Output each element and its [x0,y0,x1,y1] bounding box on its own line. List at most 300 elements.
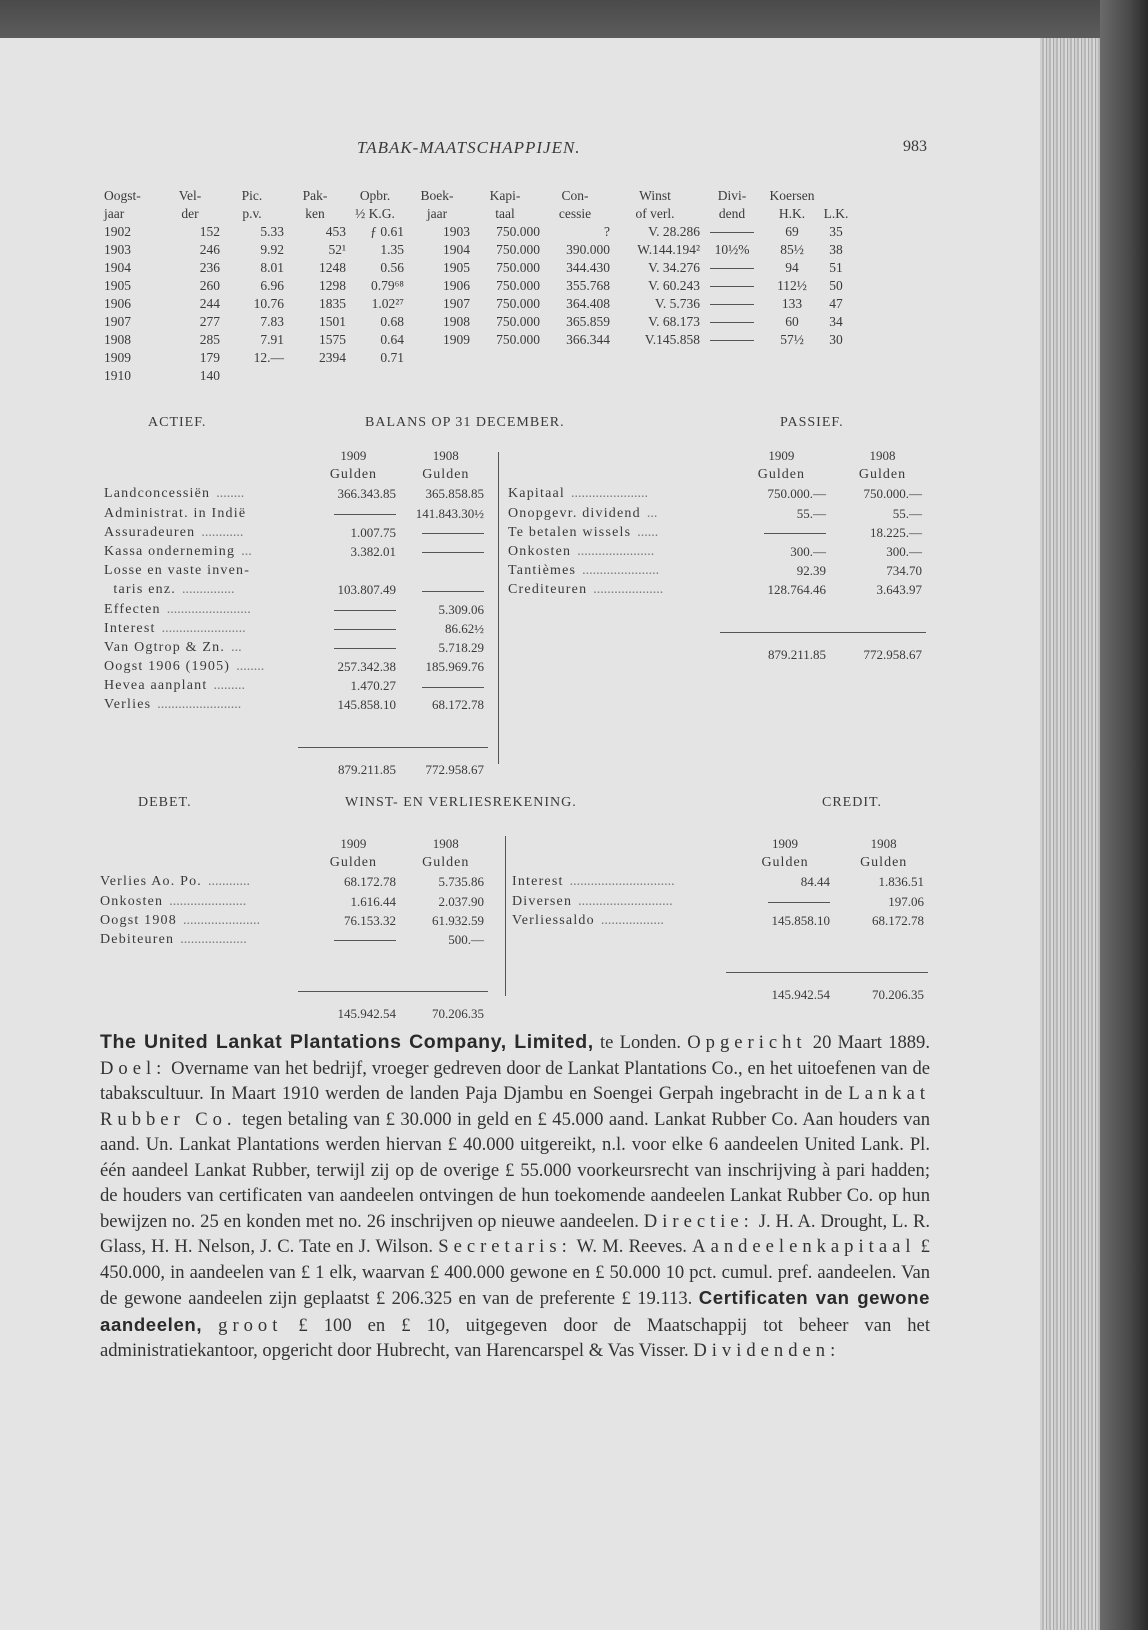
spacer [100,834,304,853]
table-cell: 1904 [443,242,470,257]
unit-1908: Gulden [422,467,470,483]
table-cell: 50 [829,278,843,293]
leader-dots: ... [646,505,658,521]
debet-heading: DEBET. [138,795,192,810]
account-label [508,504,730,523]
debet-table [100,834,489,1023]
running-head-title: TABAK-MAATSCHAPPIJEN. [357,138,581,157]
amount-v1908: 18.225.— [870,524,922,540]
account-label [512,892,736,911]
label-text: Assuradeuren [104,524,196,540]
label-text: Kassa onderneming [104,543,236,559]
total-row [512,985,930,1004]
table-cell: ? [604,224,610,239]
actief-heading: ACTIEF. [148,415,207,430]
table-cell: 1908 [443,314,470,329]
spacer [100,1004,308,1023]
dash-cell [700,223,764,241]
amount-v1908: 61.932.59 [432,912,484,928]
text: tegen betaling van £ 30.000 in geld en £ 45.000 aand. Lankat Rubber Co. Aan houders van aand. Un. Lankat Plantations werden hiervan £ 40.000 uitgereikt, n.l. voor elke 6 aandeelen United Lank. Pl. één aandeel Lankat Rubber, terwijl zij op de overige £ 55.000 voorkeursrecht van inschrijving à pari hadden; de houders van certificaten van aandeelen ontvingen de hun toekomende aandeelen Lankat Rubber Co. op hun bewijzen no. 25 en konden met no. 26 inschrijven op nieuwe aandeelen. [100,1108,931,1232]
account-label [100,892,308,911]
table-cell: 1248 [319,260,346,275]
column-header: of verl. [635,206,675,221]
table-cell [470,367,540,385]
amount-v1908: 185.969.76 [425,659,484,675]
unit-header-row [512,853,930,872]
table-cell: 1907 [104,314,131,329]
dash-cell [396,542,484,561]
column-header: Kapi- [489,188,521,203]
table-cell: 12.— [253,350,284,365]
amount-v1908: 141.843.30½ [415,505,484,521]
table-cell: 0.64 [380,332,404,347]
table-cell: 0.71 [380,350,404,365]
label-text: Oogst 1908 [100,912,177,928]
account-row [104,484,489,503]
account-row [104,695,489,714]
table-cell: 34 [829,314,843,329]
spacer [512,985,736,1004]
leader-dots: ............ [208,874,250,890]
leader-dots: ... [231,639,242,655]
table-cell [764,349,820,367]
table-cell [470,349,540,367]
year-1908: 1908 [432,448,459,463]
amount-v1909: 76.153.32 [344,912,396,928]
account-row [104,523,489,542]
pl-title: WINST- EN VERLIESREKENING. [345,795,577,810]
table-cell: 364.408 [566,296,610,311]
spacer [512,930,930,972]
account-row [104,561,489,580]
total-row [104,760,489,779]
unit-1909: Gulden [329,855,377,871]
passief-table [508,446,930,664]
dash-cell [308,619,396,638]
table-row [104,223,852,241]
dash-cell [700,331,764,349]
leader-dots: ...................... [582,563,660,579]
amount-v1908: 68.172.78 [432,697,484,713]
account-row [104,542,489,561]
table-row [104,259,852,277]
amount-v1908: 750.000.— [863,486,922,502]
table-cell: 1904 [104,260,131,275]
unit-header-row [100,853,489,872]
table-cell: W.144.194² [637,242,700,257]
table-cell: 0.68 [380,314,404,329]
column-header: Opbr. [359,188,391,203]
credit-heading: CREDIT. [822,795,883,810]
table-cell: 246 [199,242,220,257]
column-header: Vel- [178,188,202,203]
spacer [508,645,730,664]
amount-v1909: 257.342.38 [337,659,396,675]
table-cell: 2394 [319,350,346,365]
amount-v1909: 84.44 [800,874,830,890]
leader-dots: .............................. [569,874,675,890]
table-cell: 112½ [777,278,807,293]
book-cover-edge [1100,0,1148,1630]
table-cell: 1903 [443,224,470,239]
table-cell: 1910 [104,368,131,383]
table-cell: 60 [785,314,799,329]
account-label [512,872,736,891]
spacer [508,600,930,632]
column-header: jaar [426,206,448,221]
account-row [508,580,930,599]
harvest-statistics-table [104,187,852,385]
key-aandeelenkapitaal: Aandeelenkapitaal [692,1236,916,1257]
table-cell: 0.56 [380,260,404,275]
amount-v1908: 2.037.90 [438,893,484,909]
amount-v1908: 86.62½ [445,620,484,636]
column-header: Oogst- [104,188,141,203]
label-text: Van Ogtrop & Zn. [104,639,226,655]
year-header-row [100,834,489,853]
label-text: Verlies Ao. Po. [100,874,202,890]
dash-cell [308,930,396,949]
label-text: Landconcessiën [104,486,211,502]
table-cell: 179 [199,350,220,365]
year-header-row [104,446,489,465]
label-text: Diversen [512,893,573,909]
leader-dots: ........................... [578,893,673,909]
table-cell: 9.92 [260,242,284,257]
table-cell [700,367,764,385]
table-cell: V. 60.243 [648,278,700,293]
table-cell: 390.000 [566,242,610,257]
table-cell: 6.96 [260,278,284,293]
amount-v1908: 365.858.85 [425,486,484,502]
table-cell: V. 68.173 [648,314,700,329]
account-label [508,542,730,561]
label-text: Kapitaal [508,486,566,502]
dash-cell [396,523,484,542]
total-1909: 145.942.54 [771,986,830,1002]
table-cell: 244 [199,296,220,311]
spacer [512,853,733,872]
account-row [100,892,489,911]
leader-dots: ... [241,543,252,559]
column-header: ½ K.G. [355,206,395,221]
table-cell: 140 [199,368,220,383]
table-cell: 85½ [780,242,804,257]
table-cell [610,349,700,367]
year-header-row [508,446,930,465]
amount-v1909: 68.172.78 [344,874,396,890]
table-cell: 47 [829,296,843,311]
label-text: Verlies [104,697,152,713]
table-row [104,349,852,367]
column-header: Pic. [241,188,263,203]
table-cell: 1575 [319,332,346,347]
credit-table [512,834,930,1004]
total-rule [298,747,488,760]
account-label [104,484,308,503]
label-text: taris enz. [104,582,176,598]
amount-v1909: 145.858.10 [337,697,396,713]
text: Overname van het bedrijf, vroeger gedreven door de Lankat Plantations Co., en het uitoefenen van de tabakscultuur. In Maart 1910 werden de landen Paja Djambu en Soengei Gerpah ingebracht in de [100,1057,930,1104]
table-cell: 1.02²⁷ [371,296,404,311]
table-cell: 94 [785,260,799,275]
table-cell: 133 [781,296,803,311]
account-label [104,600,308,619]
table-cell: 453 [325,224,346,239]
label-text: Onkosten [508,543,572,559]
dash-cell [308,600,396,619]
table-cell: 30 [829,332,843,347]
amount-v1908: 500.— [448,931,484,947]
account-label [104,504,308,523]
table-cell: V. 5.736 [654,296,700,311]
company-description [100,1030,930,1364]
text: £ 450.000, in aandeelen van £ 1 elk, waarvan £ 400.000 gewone en £ 50.000 10 pct. cumul. pref. aandeelen. Van de gewone aandeelen zijn geplaatst £ 206.325 en van de preferente £ 19.113. [100,1236,930,1309]
leader-dots: ........................ [161,620,246,636]
spacer [104,446,304,465]
column-header: ken [305,206,325,221]
total-rule [298,991,488,1004]
label-text: Crediteuren [508,582,588,598]
spacer [508,465,728,484]
amount-v1908: 5.718.29 [438,639,484,655]
table-cell: 69 [785,224,799,239]
dash-cell [308,504,396,523]
dash-cell [396,676,484,695]
table-cell: 1298 [319,278,346,293]
amount-v1909: 145.858.10 [771,912,830,928]
table-cell [764,367,820,385]
pl-divider [505,836,506,996]
spacer [100,949,489,991]
amount-v1909: 1.007.75 [350,524,396,540]
total-rule [726,972,928,985]
table-cell: 365.859 [566,314,610,329]
table-cell: 277 [199,314,220,329]
key-lankat-rubber: Lankat Rubber Co. [100,1083,930,1130]
leader-dots: ...... [637,524,659,540]
leader-dots: ............... [181,582,235,598]
table-cell [404,349,470,367]
leader-dots: ...................... [577,543,655,559]
account-row [508,523,930,542]
total-row [100,1004,489,1023]
account-row [100,872,489,891]
table-cell: V. 28.286 [648,224,700,239]
account-row [512,911,930,930]
account-row [512,892,930,911]
leader-dots: ...................... [169,893,247,909]
table-cell: 750.000 [496,332,540,347]
account-label [104,657,308,676]
table-cell: 10½% [714,242,750,257]
account-label [104,676,308,695]
table-cell: 750.000 [496,260,540,275]
leader-dots: ........ [236,659,265,675]
table-cell: 366.344 [566,332,610,347]
table-cell [346,367,404,385]
key-doel: Doel: [100,1057,167,1079]
column-header: Pak- [302,188,328,203]
amount-v1909: 55.— [796,505,826,521]
table-row [104,295,852,313]
text: te Londen. [593,1032,688,1053]
text [202,1315,218,1336]
amount-v1908: 5.309.06 [438,601,484,617]
account-row [512,872,930,891]
table-cell: 1907 [443,296,470,311]
table-header-row [104,187,852,205]
column-header: Koersen [769,188,815,203]
label-text: Onopgevr. dividend [508,505,641,521]
table-cell: V.145.858 [644,332,700,347]
label-text: Interest [512,874,564,890]
table-cell [404,367,470,385]
amount-v1909: 3.382.01 [350,543,396,559]
leader-dots: .................. [600,912,664,928]
table-cell: 750.000 [496,224,540,239]
dash-cell [700,313,764,331]
table-row [104,241,852,259]
table-cell: 750.000 [496,278,540,293]
account-label [104,580,308,599]
table-cell: 1905 [104,278,131,293]
label-text: Verliessaldo [512,912,595,928]
table-cell: 1906 [104,296,131,311]
account-row [104,600,489,619]
leader-dots: ............ [201,524,244,540]
account-label [104,695,308,714]
spacer [104,715,489,747]
amount-v1908: 68.172.78 [872,912,924,928]
amount-v1908: 55.— [892,505,922,521]
certificates-heading: Certificaten van gewone aandeelen, [100,1287,931,1335]
table-cell: V. 34.276 [648,260,700,275]
account-row [104,638,489,657]
table-cell: 52¹ [328,242,346,257]
amount-v1908: 300.— [886,543,922,559]
amount-v1908: 1.836.51 [878,874,924,890]
table-cell: 38 [829,242,843,257]
account-row [508,542,930,561]
table-cell: 1902 [104,224,131,239]
label-text: Interest [104,620,156,636]
account-row [100,911,489,930]
total-rule [720,632,926,645]
account-label [104,561,308,580]
table-cell: 1903 [104,242,131,257]
column-header: Boek- [420,188,454,203]
dash-cell [700,295,764,313]
spacer [512,834,733,853]
leader-dots: ........................ [157,697,242,713]
amount-v1908: 3.643.97 [876,582,922,598]
table-cell: 57½ [780,332,804,347]
label-text: Te betalen wissels [508,524,632,540]
table-cell: 236 [199,260,220,275]
table-cell: 1501 [319,314,346,329]
amount-v1909: 128.764.46 [767,582,826,598]
amount-v1909: 1.470.27 [350,678,396,694]
leader-dots: ...................... [571,486,649,502]
table-header-row [104,205,852,223]
table-cell: 35 [829,224,843,239]
table-cell: 7.91 [260,332,284,347]
balance-title: BALANS OP 31 DECEMBER. [365,415,565,430]
total-1908: 772.958.67 [425,761,484,777]
column-header: p.v. [242,206,262,221]
scan-top-band [0,0,1148,38]
account-label [508,561,730,580]
account-row [104,580,489,599]
unit-1908: Gulden [422,855,470,871]
account-label [512,911,736,930]
column-header: dend [718,206,746,221]
table-cell [540,349,610,367]
label-text: Effecten [104,601,161,617]
dash-cell [396,580,484,599]
column-header: jaar [104,206,125,221]
total-1909: 145.942.54 [337,1006,396,1022]
unit-1908: Gulden [858,467,907,483]
table-row [104,277,852,295]
page-edges [1040,38,1100,1630]
total-1908: 772.958.67 [863,646,922,662]
text: 20 Maart 1889. [806,1032,930,1053]
account-label [100,930,308,949]
leader-dots: ...................... [182,912,260,928]
unit-1909: Gulden [329,467,378,483]
account-row [100,930,489,949]
unit-header-row [508,465,930,484]
dash-cell [308,638,396,657]
label-text: Hevea aanplant [104,678,208,694]
text: £ 100 en £ 10, uitgegeven door de Maatschappij tot beheer van het administratiekantoor, opgericht door Hubrecht, van Harencarspel & Vas Visser. [100,1314,930,1361]
table-row [104,331,852,349]
account-row [508,504,930,523]
label-text: Losse en vaste inven- [104,563,251,579]
table-cell: 355.768 [566,278,610,293]
account-row [104,504,489,523]
year-1909: 1909 [340,448,367,463]
balance-divider [498,452,499,764]
table-cell [820,367,852,385]
column-header: Divi- [717,188,747,203]
text: W. M. Reeves. [571,1236,693,1257]
label-text: Tantièmes [508,563,577,579]
amount-v1908: 5.735.86 [438,874,484,890]
total-1909: 879.211.85 [337,761,396,777]
total-row [508,645,930,664]
amount-v1908: 197.06 [888,893,924,909]
column-header: H.K. [778,206,806,221]
unit-1908: Gulden [860,855,908,871]
amount-v1909: 750.000.— [767,486,826,502]
account-row [508,561,930,580]
column-header [820,187,852,205]
account-label [508,523,730,542]
column-header: cessie [558,206,592,221]
amount-v1909 [308,561,396,580]
account-label [508,580,730,599]
table-cell [220,367,284,385]
year-1909: 1909 [772,836,799,851]
label-text: Onkosten [100,893,164,909]
account-label [104,638,308,657]
dash-cell [736,892,830,911]
text: J. H. A. Drought, L. R. Glass, H. H. Nelson, J. C. Tate en J. Wilson. [100,1210,930,1257]
year-1908: 1908 [870,836,897,851]
